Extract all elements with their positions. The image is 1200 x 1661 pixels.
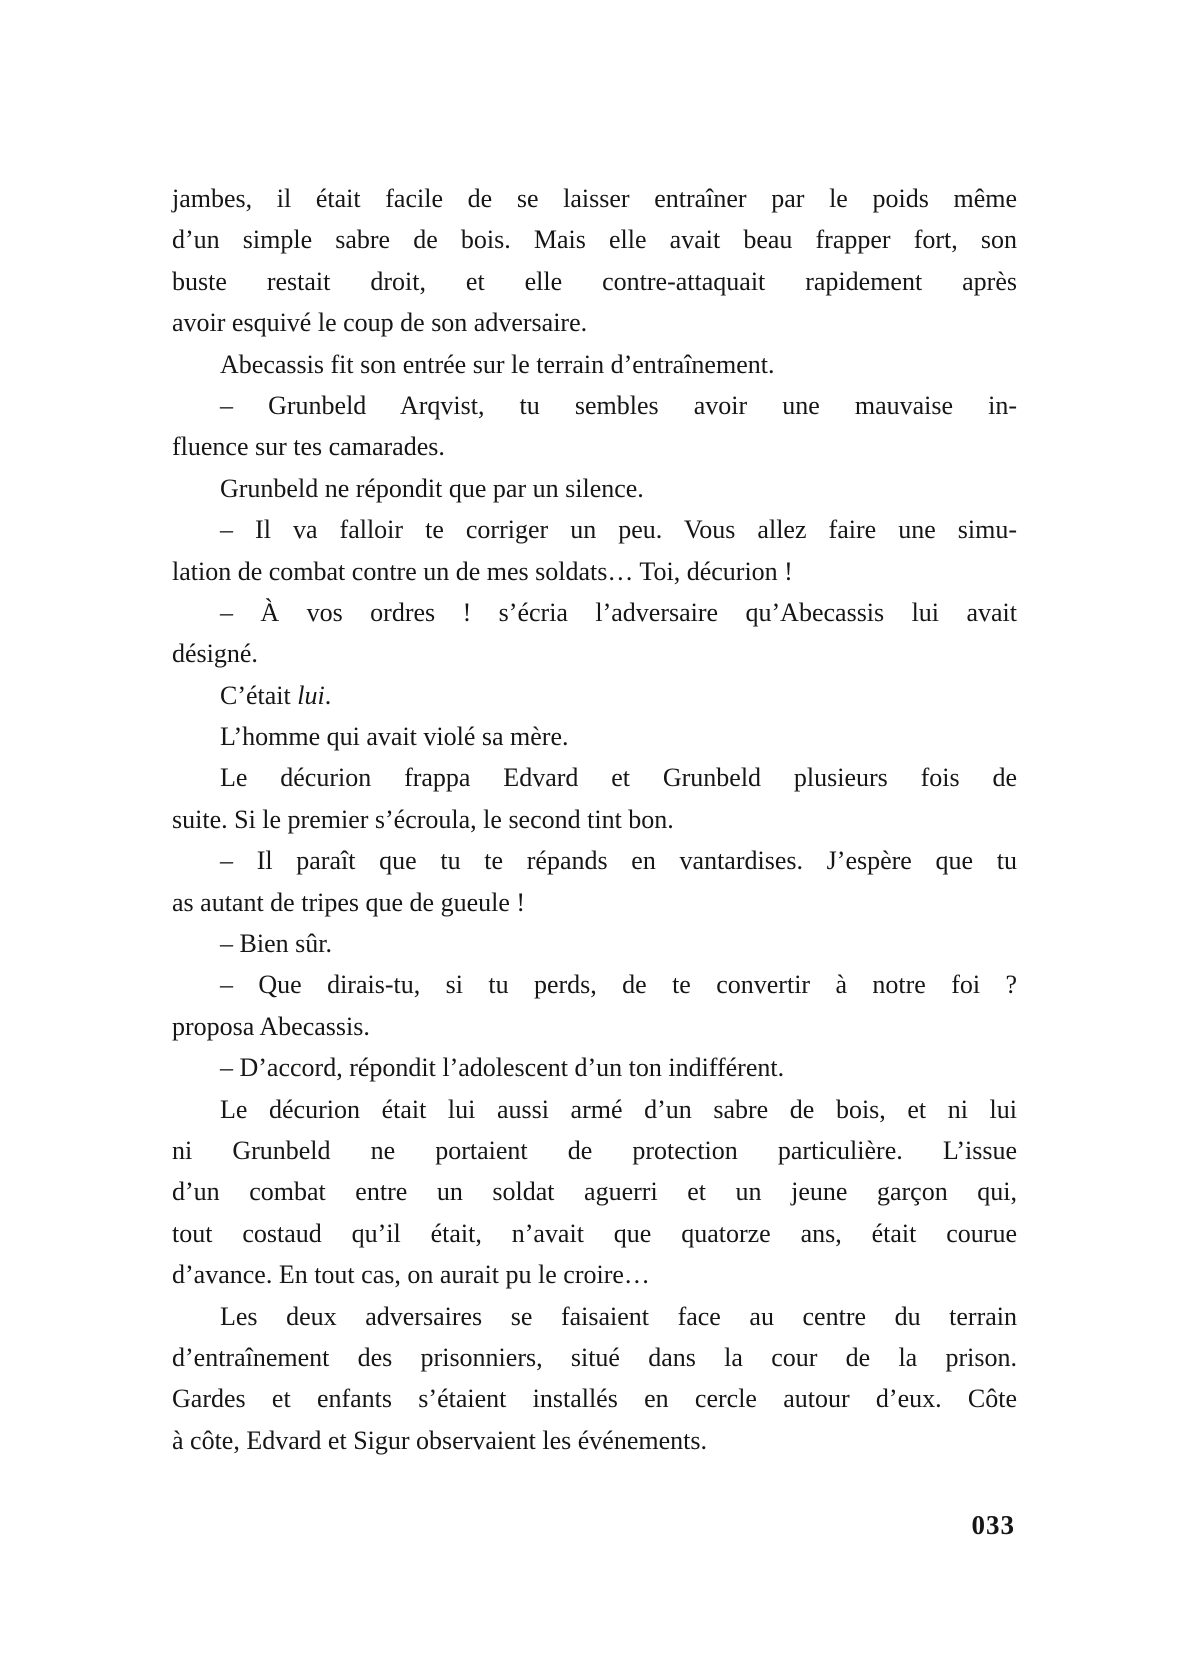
text-segment: avoir esquivé le coup de son adversaire. [172,308,588,338]
text-line [172,468,1017,509]
text-segment: – Que dirais-tu, si tu perds, de te convertir à notre foi ? [220,970,1017,1000]
text-line [172,302,1017,343]
text-segment: Le décurion frappa Edvard et Grunbeld plusieurs fois de [220,763,1017,793]
text-segment: désigné. [172,639,258,669]
text-segment: Gardes et enfants s’étaient installés en cercle autour d’eux. Côte [172,1384,1017,1414]
text-line [172,882,1017,923]
text-line [172,426,1017,467]
text-segment: Les deux adversaires se faisaient face au centre du terrain [220,1301,1017,1331]
text-segment: Abecassis fit son entrée sur le terrain d’entraînement. [220,349,775,379]
text-segment: Grunbeld ne répondit que par un silence. [220,473,644,503]
text-line [172,385,1017,426]
text-segment: d’un combat entre un soldat aguerri et un jeune garçon qui, [172,1177,1017,1207]
text-line [172,1254,1017,1295]
text-line [172,592,1017,633]
text-segment: C’était [220,680,298,710]
text-line [172,1047,1017,1088]
text-line [172,1378,1017,1419]
text-line [172,219,1017,260]
text-segment: as autant de tripes que de gueule ! [172,887,526,917]
text-segment: buste restait droit, et elle contre-attaquait rapidement après [172,266,1017,296]
text-segment: jambes, il était facile de se laisser entraîner par le poids même [172,184,1017,213]
text-line [172,1006,1017,1047]
text-segment: d’avance. En tout cas, on aurait pu le croire… [172,1260,650,1290]
text-line [172,675,1017,716]
text-line [172,716,1017,757]
text-segment: proposa Abecassis. [172,1011,370,1041]
text-segment: – Il paraît que tu te répands en vantardises. J’espère que tu [220,846,1017,876]
text-segment: – Bien sûr. [220,929,332,959]
text-segment: tout costaud qu’il était, n’avait que quatorze ans, était courue [172,1218,1017,1248]
text-segment: ni Grunbeld ne portaient de protection particulière. L’issue [172,1135,1017,1165]
text-line [172,1171,1017,1212]
text-line [172,1420,1017,1461]
text-line [172,1337,1017,1378]
text-segment: – Il va falloir te corriger un peu. Vous allez faire une simu- [220,515,1017,545]
text-line [172,633,1017,674]
text-line [172,1296,1017,1337]
text-segment: L’homme qui avait violé sa mère. [220,722,569,752]
text-segment: fluence sur tes camarades. [172,432,445,462]
text-segment: à côte, Edvard et Sigur observaient les événements. [172,1425,707,1455]
text-segment: – Grunbeld Arqvist, tu sembles avoir une mauvaise in- [220,390,1017,420]
italic-text-segment: lui [297,680,325,710]
text-line [172,509,1017,550]
text-line [172,757,1017,798]
text-line [172,1130,1017,1171]
text-line [172,964,1017,1005]
text-line [172,1089,1017,1130]
text-segment: d’un simple sabre de bois. Mais elle avait beau frapper fort, son [172,225,1017,255]
text-line [172,344,1017,385]
text-line [172,799,1017,840]
text-line [172,923,1017,964]
page-number: 033 [971,1510,1015,1540]
text-line [172,551,1017,592]
text-segment: . [324,680,332,710]
text-segment: – À vos ordres ! s’écria l’adversaire qu’Abecassis lui avait [220,597,1017,627]
text-segment: d’entraînement des prisonniers, situé dans la cour de la prison. [172,1342,1017,1372]
text-segment: Le décurion était lui aussi armé d’un sabre de bois, et ni lui [220,1094,1017,1124]
body-text [172,178,1017,1461]
text-line [172,261,1017,302]
text-segment: suite. Si le premier s’écroula, le second tint bon. [172,804,674,834]
text-segment: lation de combat contre un de mes soldats… Toi, décurion ! [172,556,793,586]
text-line [172,840,1017,881]
text-line [172,178,1017,219]
text-segment: – D’accord, répondit l’adolescent d’un ton indifférent. [220,1053,785,1083]
text-line [172,1213,1017,1254]
